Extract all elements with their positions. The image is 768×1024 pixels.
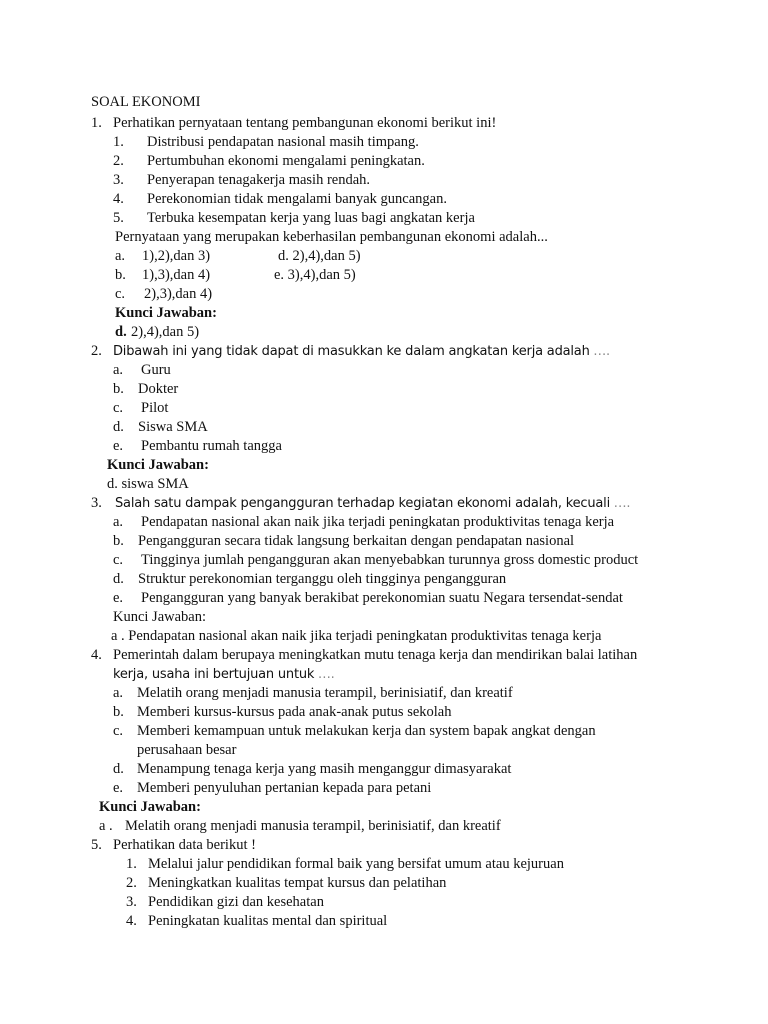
question-text: Salah satu dampak pengangguran terhadap kegiatan ekonomi adalah, kecuali — [115, 496, 610, 511]
option-text: 1),3),dan 4) — [142, 267, 211, 283]
option-text: Pilot — [141, 400, 169, 416]
document-title: SOAL EKONOMI — [91, 94, 201, 110]
option-text: Guru — [141, 362, 171, 378]
question-number: 1. — [91, 115, 102, 131]
option-letter: a. — [113, 514, 124, 530]
option-letter: d. — [113, 571, 124, 587]
option-text: Menampung tenaga kerja yang masih menganggur dimasyarakat — [137, 761, 512, 777]
option-letter: e. — [113, 438, 124, 454]
option-text: 1),2),dan 3) — [142, 248, 211, 264]
question-dots: …. — [317, 667, 335, 682]
option-text: Memberi penyuluhan pertanian kepada para petani — [137, 780, 432, 796]
option-letter: c. — [113, 400, 124, 416]
statement-number: 4. — [113, 191, 124, 207]
question-text: Perhatikan data berikut ! — [113, 837, 256, 853]
option-text: Memberi kursus-kursus pada anak-anak putus sekolah — [137, 704, 452, 720]
option-text: Tingginya jumlah pengangguran akan menyebabkan turunnya gross domestic product — [141, 552, 639, 568]
option-letter: b. — [115, 267, 126, 283]
option-text-continued: perusahaan besar — [137, 742, 237, 758]
question-number: 2. — [91, 343, 102, 359]
answer-key-text: a . Pendapatan nasional akan naik jika terjadi peningkatan produktivitas tenaga kerja — [111, 628, 602, 644]
option-letter: b. — [113, 533, 124, 549]
question-text-continued: kerja, usaha ini bertujuan untuk — [113, 667, 315, 682]
option-letter: c. — [113, 723, 124, 739]
answer-key-letter: d. — [115, 324, 127, 340]
statement-text: Pertumbuhan ekonomi mengalami peningkatan. — [147, 153, 425, 169]
option-text: e. 3),4),dan 5) — [274, 267, 356, 283]
question-number: 4. — [91, 647, 102, 663]
option-text: Melatih orang menjadi manusia terampil, berinisiatif, dan kreatif — [137, 685, 513, 701]
statement-text: Terbuka kesempatan kerja yang luas bagi angkatan kerja — [147, 210, 475, 226]
statement-text: Melalui jalur pendidikan formal baik yang bersifat umum atau kejuruan — [148, 856, 564, 872]
question-prompt: Pernyataan yang merupakan keberhasilan pembangunan ekonomi adalah... — [115, 229, 548, 245]
option-letter: b. — [113, 704, 124, 720]
option-text: 2),3),dan 4) — [144, 286, 213, 302]
statement-number: 1. — [126, 856, 137, 872]
statement-number: 4. — [126, 913, 137, 929]
statement-text: Distribusi pendapatan nasional masih timpang. — [147, 134, 419, 150]
question-dots: …. — [593, 344, 610, 359]
option-text: Memberi kemampuan untuk melakukan kerja dan system bapak angkat dengan — [137, 723, 596, 739]
statement-number: 2. — [126, 875, 137, 891]
answer-key-label: Kunci Jawaban: — [115, 305, 217, 321]
option-text: Dokter — [138, 381, 179, 397]
option-text: Struktur perekonomian terganggu oleh tingginya pengangguran — [138, 571, 507, 587]
option-text: d. 2),4),dan 5) — [278, 248, 361, 264]
statement-number: 3. — [113, 172, 124, 188]
statement-text: Meningkatkan kualitas tempat kursus dan pelatihan — [148, 875, 447, 891]
answer-key-label: Kunci Jawaban: — [107, 457, 209, 473]
answer-key-letter: a . — [99, 818, 113, 834]
option-letter: e. — [113, 780, 124, 796]
option-letter: a. — [115, 248, 126, 264]
option-letter: d. — [113, 761, 124, 777]
option-letter: a. — [113, 362, 124, 378]
option-text: Pengangguran secara tidak langsung berkaitan dengan pendapatan nasional — [138, 533, 575, 549]
statement-number: 2. — [113, 153, 124, 169]
question-text: Perhatikan pernyataan tentang pembangunan ekonomi berikut ini! — [113, 115, 497, 131]
answer-key-label: Kunci Jawaban: — [113, 609, 207, 625]
statement-text: Peningkatan kualitas mental dan spiritual — [148, 913, 388, 929]
statement-text: Perekonomian tidak mengalami banyak guncangan. — [147, 191, 447, 207]
option-text: Pembantu rumah tangga — [141, 438, 282, 454]
option-letter: b. — [113, 381, 124, 397]
option-text: Pengangguran yang banyak berakibat perekonomian suatu Negara tersendat-sendat — [141, 590, 623, 606]
option-letter: c. — [113, 552, 124, 568]
answer-key-text: d. siswa SMA — [107, 476, 189, 492]
option-letter: d. — [113, 419, 124, 435]
option-text: Pendapatan nasional akan naik jika terjadi peningkatan produktivitas tenaga kerja — [141, 514, 615, 530]
question-number: 3. — [91, 495, 102, 511]
answer-key-text: 2),4),dan 5) — [131, 324, 200, 340]
statement-number: 3. — [126, 894, 137, 910]
question-dots: …. — [613, 496, 631, 511]
statement-text: Pendidikan gizi dan kesehatan — [148, 894, 324, 910]
option-letter: a. — [113, 685, 124, 701]
question-number: 5. — [91, 837, 102, 853]
statement-number: 1. — [113, 134, 124, 150]
question-text: Dibawah ini yang tidak dapat di masukkan ke dalam angkatan kerja adalah — [113, 344, 590, 359]
question-text: Pemerintah dalam berupaya meningkatkan mutu tenaga kerja dan mendirikan balai latihan — [113, 647, 638, 663]
option-letter: c. — [115, 286, 126, 302]
option-letter: e. — [113, 590, 124, 606]
answer-key-text: Melatih orang menjadi manusia terampil, berinisiatif, dan kreatif — [125, 818, 501, 834]
statement-text: Penyerapan tenagakerja masih rendah. — [147, 172, 371, 188]
statement-number: 5. — [113, 210, 124, 226]
option-text: Siswa SMA — [138, 419, 208, 435]
answer-key-label: Kunci Jawaban: — [99, 799, 201, 815]
